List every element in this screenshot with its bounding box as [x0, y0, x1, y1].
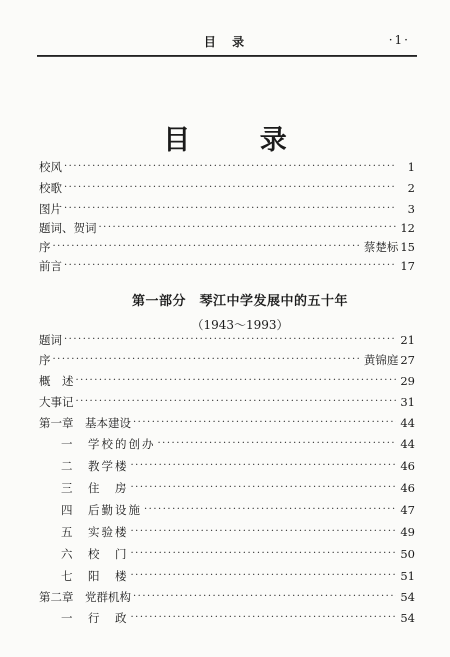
- toc-entry-section: [39, 500, 415, 520]
- toc-entry-page: 51: [400, 569, 415, 583]
- dot-leader: [76, 371, 397, 391]
- toc-entry-label: 一 行 政: [61, 611, 129, 625]
- toc-entry-page: 47: [400, 503, 415, 517]
- running-header-title: 目 录: [203, 35, 251, 49]
- toc-entry-section: [39, 522, 415, 542]
- toc-entry: [39, 392, 415, 412]
- toc-entry: [39, 157, 415, 177]
- toc-entry-section: [39, 478, 415, 498]
- toc-entry-label: 二 教学楼: [61, 459, 129, 473]
- dot-leader: [64, 199, 397, 219]
- running-header: [38, 33, 416, 51]
- toc-entry-page: 50: [400, 547, 415, 561]
- toc-entry-section: [39, 608, 415, 628]
- toc-entry-page: 29: [400, 374, 415, 388]
- toc-entry-page: 44: [400, 416, 415, 430]
- toc-entry-page: 17: [400, 259, 415, 273]
- toc-entry-page: 49: [400, 525, 415, 539]
- toc-entry: [39, 178, 415, 198]
- toc-entry-label: 校风: [39, 160, 62, 174]
- toc-entry-page: 44: [400, 437, 415, 451]
- toc-entry-label: 序: [39, 240, 51, 254]
- dot-leader: [144, 500, 396, 520]
- toc-entry-label: 七 阳 楼: [61, 569, 129, 583]
- dot-leader: [133, 413, 396, 433]
- toc-entry-section: [39, 544, 415, 564]
- toc-entry-page: 54: [400, 611, 415, 625]
- dot-leader: [131, 478, 397, 498]
- dot-leader: [131, 522, 397, 542]
- dot-leader: [64, 330, 396, 350]
- toc-entry-page: 12: [400, 221, 415, 235]
- toc-entry-label: 题词: [39, 333, 62, 347]
- page-number: ·1·: [388, 33, 410, 47]
- toc-entry-page: 27: [400, 353, 415, 367]
- toc-entry-author: 蔡楚标: [363, 240, 399, 254]
- toc-entry: [39, 199, 415, 219]
- toc-entry-label: 前言: [39, 259, 62, 273]
- dot-leader: [64, 256, 396, 276]
- dot-leader: [131, 456, 397, 476]
- dot-leader: [131, 566, 397, 586]
- toc-entry-label: 题词、贺词: [39, 221, 97, 235]
- toc-entry-page: 54: [400, 590, 415, 604]
- toc-entry-label: 概 述: [39, 374, 74, 388]
- toc-entry-page: 3: [407, 202, 415, 216]
- part-years: （1943～1993）: [191, 318, 289, 332]
- toc-entry-label: 第一章 基本建设: [39, 416, 131, 430]
- part-heading: 第一部分 琴江中学发展中的五十年: [131, 294, 348, 309]
- header-rule: [37, 55, 417, 57]
- dot-leader: [99, 218, 397, 238]
- dot-leader: [64, 178, 397, 198]
- toc-entry-label: 六 校 门: [61, 547, 129, 561]
- dot-leader: [158, 434, 397, 454]
- toc-entry-page: 31: [400, 395, 415, 409]
- toc-entry-label: 校歌: [39, 181, 62, 195]
- toc-entry-section: [39, 434, 415, 454]
- toc-entry-page: 2: [407, 181, 415, 195]
- toc-entry-label: 第二章 党群机构: [39, 590, 131, 604]
- toc-entry-label: 五 实验楼: [61, 525, 129, 539]
- dot-leader: [76, 392, 397, 412]
- toc-entry-author: 黄锦庭: [363, 353, 399, 367]
- toc-entry-label: 一 学校的创办: [61, 437, 156, 451]
- dot-leader: [133, 587, 396, 607]
- dot-leader: [64, 157, 397, 177]
- toc-entry: [39, 371, 415, 391]
- toc-entry: [39, 256, 415, 276]
- toc-entry-section: [39, 566, 415, 586]
- toc-entry: [39, 330, 415, 350]
- toc-entry-page: 1: [407, 160, 415, 174]
- toc-entry-chapter: [39, 587, 415, 607]
- toc-entry-page: 15: [400, 240, 415, 254]
- toc-entry-page: 46: [400, 481, 415, 495]
- toc-entry: [39, 350, 415, 370]
- dot-leader: [131, 544, 397, 564]
- toc-entry: [39, 218, 415, 238]
- page-title: 目 录: [163, 125, 317, 156]
- toc-entry-label: 四 后勤设施: [61, 503, 142, 517]
- toc-entry-section: [39, 456, 415, 476]
- toc-entry-page: 21: [400, 333, 415, 347]
- toc-entry-label: 序: [39, 353, 51, 367]
- toc-entry: [39, 237, 415, 257]
- toc-entry-label: 图片: [39, 202, 62, 216]
- toc-entry-chapter: [39, 413, 415, 433]
- toc-entry-label: 大事记: [39, 395, 74, 409]
- dot-leader: [53, 237, 362, 257]
- toc-entry-label: 三 住 房: [61, 481, 129, 495]
- dot-leader: [53, 350, 362, 370]
- dot-leader: [131, 608, 397, 628]
- toc-entry-page: 46: [400, 459, 415, 473]
